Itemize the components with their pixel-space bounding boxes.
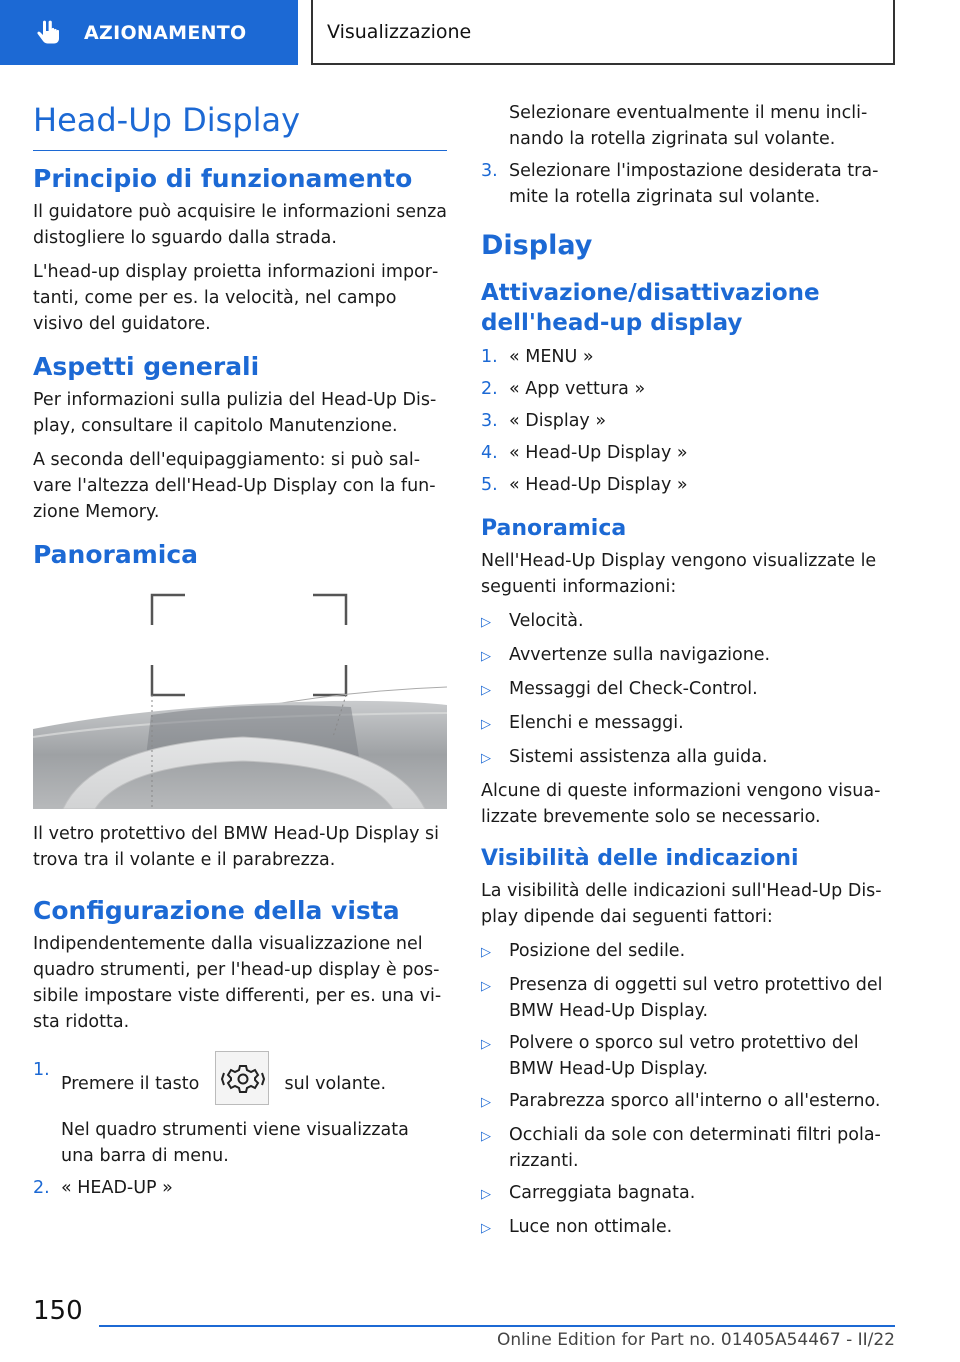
step-text: « HEAD-UP »: [61, 1178, 173, 1198]
heading-panoramica-right: Panoramica: [481, 516, 627, 541]
bullet-item: ▷ Carreggiata bagnata.: [481, 1180, 895, 1208]
menu-step: 5. « Head-Up Display »: [481, 472, 895, 498]
heading-display: Display: [481, 230, 593, 261]
page-title: Head-Up Display: [33, 100, 447, 151]
triangle-bullet-icon: ▷: [481, 751, 491, 766]
triangle-bullet-icon: ▷: [481, 979, 491, 994]
bullet-item: ▷ Velocità.: [481, 608, 895, 636]
heading-principio: Principio di funzionamento: [33, 164, 413, 193]
paragraph: Per informazioni sulla pulizia del Head-Up Display, consultare il capitolo Manutenzione.: [33, 390, 437, 436]
menu-step: 1. « MENU »: [481, 344, 895, 370]
triangle-bullet-icon: ▷: [481, 1095, 491, 1110]
gear-icon: [216, 1052, 270, 1106]
bullet-item: ▷ Occhiali da sole con determinati filtri polarizzanti.: [481, 1122, 895, 1174]
triangle-bullet-icon: ▷: [481, 717, 491, 732]
step-text: Premere il tasto: [61, 1074, 200, 1094]
triangle-bullet-icon: ▷: [481, 615, 491, 630]
bullet-item: ▷ Elenchi e messaggi.: [481, 710, 895, 738]
triangle-bullet-icon: ▷: [481, 1037, 491, 1052]
chapter-header: [311, 0, 895, 65]
triangle-bullet-icon: ▷: [481, 683, 491, 698]
section-label: AZIONAMENTO: [84, 21, 247, 44]
menu-path-item: « Head-Up Display »: [509, 443, 688, 463]
triangle-bullet-icon: ▷: [481, 945, 491, 960]
triangle-bullet-icon: ▷: [481, 1129, 491, 1144]
settings-key-button[interactable]: [215, 1051, 269, 1105]
paragraph: Il guidatore può acquisire le informazioni senza distogliere lo sguardo dalla strada.: [33, 202, 448, 248]
activation-steps-list: [481, 344, 895, 498]
heading-aspetti: Aspetti generali: [33, 352, 260, 381]
paragraph: La visibilità delle indicazioni sull'Head-Up Display dipende dai seguenti fattori:: [481, 881, 882, 927]
bullet-item: ▷ Parabrezza sporco all'interno o all'esterno.: [481, 1088, 895, 1116]
paragraph: L'head-up display proietta informazioni importanti, come per es. la velocità, nel campo visivo del guidatore.: [33, 262, 439, 334]
menu-path-item: « Display »: [509, 411, 607, 431]
heading-panoramica: Panoramica: [33, 540, 199, 569]
paragraph: Nell'Head-Up Display vengono visualizzate le seguenti informazioni:: [481, 551, 877, 597]
section-tab[interactable]: [0, 0, 298, 65]
step-item: [33, 1175, 447, 1201]
menu-step: 4. « Head-Up Display »: [481, 440, 895, 466]
step-text: Selezionare l'impostazione desiderata tramite la rotella zigrinata sul volante.: [509, 161, 879, 207]
triangle-bullet-icon: ▷: [481, 1221, 491, 1236]
bullet-item: ▷ Presenza di oggetti sul vetro protettivo del BMW Head-Up Display.: [481, 972, 895, 1024]
step-continued-text: Selezionare eventualmente il menu inclinando la rotella zigrinata sul volante.: [509, 103, 868, 149]
bullet-item: ▷ Avvertenze sulla navigazione.: [481, 642, 895, 670]
footer-divider: [99, 1325, 895, 1327]
triangle-bullet-icon: ▷: [481, 649, 491, 664]
bullet-item: ▷ Sistemi assistenza alla guida.: [481, 744, 895, 772]
chapter-label: Visualizzazione: [327, 20, 472, 43]
step-item: [481, 158, 895, 210]
heading-config: Configurazione della vista: [33, 896, 400, 925]
bullet-item: ▷ Polvere o sporco sul vetro protettivo del BMW Head-Up Display.: [481, 1030, 895, 1082]
step-number: 3.: [481, 161, 498, 181]
step-item: [33, 1057, 447, 1111]
edition-note: Online Edition for Part no. 01405A54467 - II/22: [496, 1330, 895, 1350]
bullet-item: ▷ Posizione del sedile.: [481, 938, 895, 966]
paragraph: Indipendentemente dalla visualizzazione nel quadro strumenti, per l'head-up display è possibile impostare viste differenti, per es. una vista ridotta.: [33, 934, 442, 1032]
menu-path-item: « MENU »: [509, 347, 594, 367]
right-column: [481, 100, 895, 1248]
paragraph: A seconda dell'equipaggiamento: si può salvare l'altezza dell'Head-Up Display con la funzione Memory.: [33, 450, 436, 522]
hand-press-icon: [34, 19, 64, 47]
menu-path-item: « Head-Up Display »: [509, 475, 688, 495]
menu-step: 3. « Display »: [481, 408, 895, 434]
step-number: 1.: [33, 1060, 50, 1080]
bullet-item: ▷ Messaggi del Check-Control.: [481, 676, 895, 704]
heading-visibilita: Visibilità delle indicazioni: [481, 846, 799, 871]
menu-path-item: « App vettura »: [509, 379, 646, 399]
step-sub-text: Nel quadro strumenti viene visualizzata una barra di menu.: [61, 1120, 409, 1166]
step-number: 2.: [33, 1178, 50, 1198]
page-number: 150: [33, 1296, 83, 1326]
step-text: sul volante.: [284, 1074, 387, 1094]
bullet-item: ▷ Luce non ottimale.: [481, 1214, 895, 1242]
visibility-bullet-list: [481, 938, 895, 1242]
image-caption: Il vetro protettivo del BMW Head-Up Display si trova tra il volante e il parabrezza.: [33, 824, 439, 870]
triangle-bullet-icon: ▷: [481, 1187, 491, 1202]
dashboard-illustration: [33, 577, 447, 809]
heading-attivazione: Attivazione/disattivazione dell'head-up display: [481, 280, 820, 336]
menu-step: 2. « App vettura »: [481, 376, 895, 402]
left-column: [33, 100, 447, 1207]
info-bullet-list: [481, 608, 895, 772]
head-up-display-illustration: [33, 577, 447, 809]
paragraph: Alcune di queste informazioni vengono visualizzate brevemente solo se necessario.: [481, 781, 881, 827]
